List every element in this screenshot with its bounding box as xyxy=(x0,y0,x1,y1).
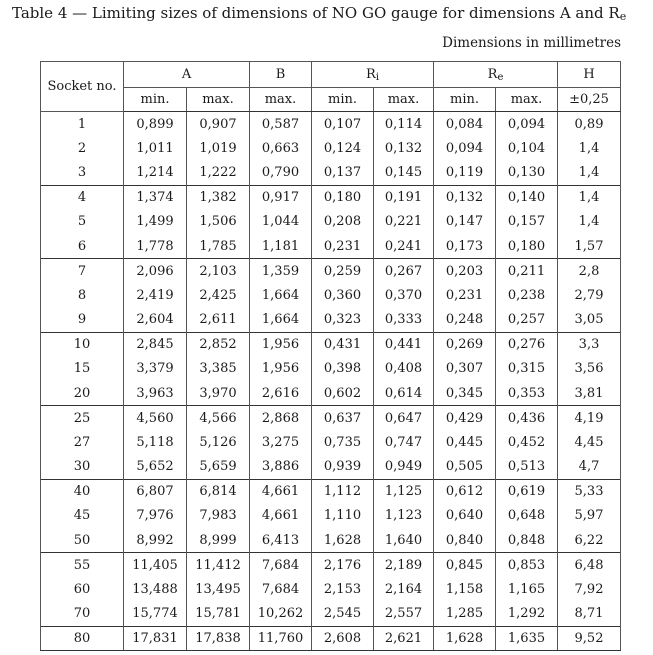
cell-B-max: 0,663 xyxy=(250,136,312,161)
cell-A-min: 2,604 xyxy=(124,308,187,333)
cell-B-max: 1,181 xyxy=(250,234,312,259)
cell-Re-min: 0,231 xyxy=(434,283,496,308)
cell-socket: 50 xyxy=(41,528,124,553)
cell-Re-max: 0,104 xyxy=(496,136,558,161)
cell-Re-min: 0,203 xyxy=(434,259,496,284)
header-Ri-max: max. xyxy=(374,88,434,112)
cell-Ri-max: 2,164 xyxy=(374,577,434,602)
table-row xyxy=(41,161,621,186)
cell-A-max: 4,566 xyxy=(187,406,250,431)
cell-Ri-min: 0,124 xyxy=(312,136,374,161)
cell-A-max: 17,838 xyxy=(187,626,250,651)
cell-Re-min: 0,505 xyxy=(434,455,496,480)
cell-A-max: 1,382 xyxy=(187,185,250,210)
cell-A-min: 13,488 xyxy=(124,577,187,602)
cell-A-min: 5,118 xyxy=(124,430,187,455)
cell-A-max: 1,222 xyxy=(187,161,250,186)
cell-Ri-max: 0,949 xyxy=(374,455,434,480)
cell-A-min: 1,499 xyxy=(124,210,187,235)
cell-A-max: 2,852 xyxy=(187,332,250,357)
cell-B-max: 2,616 xyxy=(250,381,312,406)
cell-Re-max: 0,130 xyxy=(496,161,558,186)
cell-Re-min: 0,612 xyxy=(434,479,496,504)
cell-socket: 5 xyxy=(41,210,124,235)
table-row xyxy=(41,479,621,504)
cell-A-min: 11,405 xyxy=(124,553,187,578)
units-note: Dimensions in millimetres xyxy=(442,35,621,51)
cell-Re-min: 0,840 xyxy=(434,528,496,553)
header-B: B xyxy=(250,62,312,88)
cell-Re-min: 1,285 xyxy=(434,602,496,627)
cell-A-min: 0,899 xyxy=(124,112,187,137)
cell-B-max: 3,275 xyxy=(250,430,312,455)
cell-H: 1,4 xyxy=(558,161,621,186)
cell-A-max: 13,495 xyxy=(187,577,250,602)
cell-Re-min: 0,132 xyxy=(434,185,496,210)
cell-Ri-min: 0,939 xyxy=(312,455,374,480)
cell-Ri-max: 0,408 xyxy=(374,357,434,382)
cell-H: 2,79 xyxy=(558,283,621,308)
cell-socket: 25 xyxy=(41,406,124,431)
cell-Ri-max: 0,191 xyxy=(374,185,434,210)
cell-H: 5,33 xyxy=(558,479,621,504)
header-A: A xyxy=(124,62,250,88)
cell-B-max: 7,684 xyxy=(250,553,312,578)
table-body xyxy=(41,112,621,651)
cell-B-max: 4,661 xyxy=(250,504,312,529)
cell-A-min: 3,379 xyxy=(124,357,187,382)
table-row xyxy=(41,234,621,259)
table-row xyxy=(41,528,621,553)
header-Re: $R_e$ xyxy=(434,62,558,88)
cell-Re-max: 0,436 xyxy=(496,406,558,431)
cell-Re-max: 0,619 xyxy=(496,479,558,504)
header-Ri-min: min. xyxy=(312,88,374,112)
cell-B-max: 0,790 xyxy=(250,161,312,186)
header-H-tol: ±0,25 xyxy=(558,88,621,112)
cell-Re-min: 0,269 xyxy=(434,332,496,357)
cell-A-max: 0,907 xyxy=(187,112,250,137)
cell-socket: 10 xyxy=(41,332,124,357)
table-row xyxy=(41,430,621,455)
cell-B-max: 2,868 xyxy=(250,406,312,431)
cell-A-min: 6,807 xyxy=(124,479,187,504)
cell-A-min: 3,963 xyxy=(124,381,187,406)
cell-H: 6,48 xyxy=(558,553,621,578)
cell-A-min: 1,011 xyxy=(124,136,187,161)
table-row xyxy=(41,553,621,578)
cell-socket: 40 xyxy=(41,479,124,504)
cell-B-max: 11,760 xyxy=(250,626,312,651)
cell-Ri-min: 1,110 xyxy=(312,504,374,529)
cell-H: 4,19 xyxy=(558,406,621,431)
header-Ri: $R_i$ xyxy=(312,62,434,88)
table-row xyxy=(41,332,621,357)
cell-socket: 20 xyxy=(41,381,124,406)
cell-Re-min: 0,084 xyxy=(434,112,496,137)
cell-B-max: 1,359 xyxy=(250,259,312,284)
cell-B-max: 1,664 xyxy=(250,308,312,333)
cell-A-min: 2,845 xyxy=(124,332,187,357)
cell-H: 1,4 xyxy=(558,185,621,210)
cell-socket: 7 xyxy=(41,259,124,284)
cell-Ri-max: 2,621 xyxy=(374,626,434,651)
cell-Ri-max: 2,189 xyxy=(374,553,434,578)
cell-Ri-max: 0,145 xyxy=(374,161,434,186)
table-row xyxy=(41,308,621,333)
cell-Ri-max: 0,647 xyxy=(374,406,434,431)
cell-Re-max: 1,292 xyxy=(496,602,558,627)
cell-H: 5,97 xyxy=(558,504,621,529)
cell-A-max: 5,126 xyxy=(187,430,250,455)
cell-A-min: 8,992 xyxy=(124,528,187,553)
table-row xyxy=(41,357,621,382)
cell-A-min: 15,774 xyxy=(124,602,187,627)
cell-B-max: 7,684 xyxy=(250,577,312,602)
table-row xyxy=(41,455,621,480)
cell-socket: 15 xyxy=(41,357,124,382)
cell-Ri-min: 0,360 xyxy=(312,283,374,308)
table-row xyxy=(41,112,621,137)
cell-A-max: 7,983 xyxy=(187,504,250,529)
cell-Re-min: 1,628 xyxy=(434,626,496,651)
cell-Re-max: 0,211 xyxy=(496,259,558,284)
header-B-max: max. xyxy=(250,88,312,112)
cell-A-min: 5,652 xyxy=(124,455,187,480)
cell-B-max: 4,661 xyxy=(250,479,312,504)
table-row xyxy=(41,626,621,651)
cell-Ri-max: 1,640 xyxy=(374,528,434,553)
cell-socket: 3 xyxy=(41,161,124,186)
cell-Ri-min: 0,735 xyxy=(312,430,374,455)
cell-Ri-min: 0,208 xyxy=(312,210,374,235)
cell-socket: 8 xyxy=(41,283,124,308)
cell-Ri-min: 0,137 xyxy=(312,161,374,186)
cell-H: 4,45 xyxy=(558,430,621,455)
cell-Ri-min: 0,323 xyxy=(312,308,374,333)
cell-A-min: 2,096 xyxy=(124,259,187,284)
cell-Ri-max: 0,114 xyxy=(374,112,434,137)
cell-Re-min: 0,147 xyxy=(434,210,496,235)
cell-Re-min: 1,158 xyxy=(434,577,496,602)
cell-H: 0,89 xyxy=(558,112,621,137)
table-row xyxy=(41,210,621,235)
cell-A-max: 3,385 xyxy=(187,357,250,382)
cell-socket: 30 xyxy=(41,455,124,480)
table-row xyxy=(41,259,621,284)
cell-Re-min: 0,845 xyxy=(434,553,496,578)
table-row xyxy=(41,381,621,406)
cell-H: 4,7 xyxy=(558,455,621,480)
table-row xyxy=(41,602,621,627)
cell-Ri-min: 0,602 xyxy=(312,381,374,406)
cell-Ri-min: 0,398 xyxy=(312,357,374,382)
cell-Ri-max: 0,333 xyxy=(374,308,434,333)
cell-H: 6,22 xyxy=(558,528,621,553)
cell-socket: 9 xyxy=(41,308,124,333)
cell-Ri-min: 1,112 xyxy=(312,479,374,504)
cell-A-max: 1,506 xyxy=(187,210,250,235)
cell-A-min: 2,419 xyxy=(124,283,187,308)
cell-socket: 4 xyxy=(41,185,124,210)
cell-Ri-min: 0,231 xyxy=(312,234,374,259)
cell-Re-max: 0,513 xyxy=(496,455,558,480)
cell-socket: 70 xyxy=(41,602,124,627)
header-A-max: max. xyxy=(187,88,250,112)
cell-Ri-max: 2,557 xyxy=(374,602,434,627)
cell-A-min: 1,214 xyxy=(124,161,187,186)
cell-Re-max: 0,452 xyxy=(496,430,558,455)
cell-B-max: 1,044 xyxy=(250,210,312,235)
cell-H: 7,92 xyxy=(558,577,621,602)
cell-A-min: 17,831 xyxy=(124,626,187,651)
table-row xyxy=(41,185,621,210)
cell-Re-min: 0,640 xyxy=(434,504,496,529)
cell-B-max: 6,413 xyxy=(250,528,312,553)
cell-A-max: 8,999 xyxy=(187,528,250,553)
cell-A-max: 6,814 xyxy=(187,479,250,504)
cell-Ri-max: 0,441 xyxy=(374,332,434,357)
cell-Ri-min: 0,431 xyxy=(312,332,374,357)
cell-H: 3,05 xyxy=(558,308,621,333)
cell-Ri-max: 0,614 xyxy=(374,381,434,406)
gauge-table xyxy=(40,61,621,651)
cell-Re-max: 0,140 xyxy=(496,185,558,210)
cell-H: 1,57 xyxy=(558,234,621,259)
cell-Re-min: 0,307 xyxy=(434,357,496,382)
table-row xyxy=(41,136,621,161)
cell-A-max: 15,781 xyxy=(187,602,250,627)
cell-H: 2,8 xyxy=(558,259,621,284)
cell-Re-max: 0,353 xyxy=(496,381,558,406)
cell-Re-max: 0,094 xyxy=(496,112,558,137)
cell-Re-max: 1,635 xyxy=(496,626,558,651)
cell-B-max: 0,587 xyxy=(250,112,312,137)
table-row xyxy=(41,504,621,529)
cell-H: 3,81 xyxy=(558,381,621,406)
cell-A-max: 2,611 xyxy=(187,308,250,333)
cell-H: 3,3 xyxy=(558,332,621,357)
cell-Re-min: 0,173 xyxy=(434,234,496,259)
cell-A-max: 2,103 xyxy=(187,259,250,284)
cell-Re-max: 0,257 xyxy=(496,308,558,333)
cell-A-max: 5,659 xyxy=(187,455,250,480)
cell-Ri-max: 0,132 xyxy=(374,136,434,161)
cell-Re-max: 0,276 xyxy=(496,332,558,357)
cell-Re-max: 0,157 xyxy=(496,210,558,235)
cell-A-min: 4,560 xyxy=(124,406,187,431)
cell-socket: 55 xyxy=(41,553,124,578)
cell-Ri-max: 1,123 xyxy=(374,504,434,529)
table-row xyxy=(41,406,621,431)
cell-socket: 1 xyxy=(41,112,124,137)
cell-socket: 80 xyxy=(41,626,124,651)
cell-Ri-max: 0,221 xyxy=(374,210,434,235)
cell-B-max: 3,886 xyxy=(250,455,312,480)
cell-Re-max: 0,853 xyxy=(496,553,558,578)
cell-H: 3,56 xyxy=(558,357,621,382)
header-socket: Socket no. xyxy=(41,62,124,112)
cell-Ri-max: 0,267 xyxy=(374,259,434,284)
header-Re-min: min. xyxy=(434,88,496,112)
cell-A-max: 1,019 xyxy=(187,136,250,161)
cell-H: 1,4 xyxy=(558,136,621,161)
cell-H: 9,52 xyxy=(558,626,621,651)
cell-A-max: 1,785 xyxy=(187,234,250,259)
table-row xyxy=(41,283,621,308)
cell-Ri-min: 0,107 xyxy=(312,112,374,137)
cell-Re-min: 0,119 xyxy=(434,161,496,186)
cell-Re-max: 0,180 xyxy=(496,234,558,259)
header-Re-max: max. xyxy=(496,88,558,112)
cell-Ri-min: 2,545 xyxy=(312,602,374,627)
cell-B-max: 1,956 xyxy=(250,357,312,382)
cell-A-max: 2,425 xyxy=(187,283,250,308)
cell-Re-min: 0,248 xyxy=(434,308,496,333)
cell-socket: 45 xyxy=(41,504,124,529)
cell-Ri-min: 2,608 xyxy=(312,626,374,651)
cell-H: 1,4 xyxy=(558,210,621,235)
cell-Re-min: 0,445 xyxy=(434,430,496,455)
cell-socket: 60 xyxy=(41,577,124,602)
header-A-min: min. xyxy=(124,88,187,112)
cell-Ri-max: 0,241 xyxy=(374,234,434,259)
cell-Ri-max: 0,370 xyxy=(374,283,434,308)
cell-A-min: 7,976 xyxy=(124,504,187,529)
cell-B-max: 1,664 xyxy=(250,283,312,308)
cell-Ri-min: 2,176 xyxy=(312,553,374,578)
cell-Re-max: 0,238 xyxy=(496,283,558,308)
cell-Re-min: 0,429 xyxy=(434,406,496,431)
cell-Ri-max: 0,747 xyxy=(374,430,434,455)
cell-Ri-min: 2,153 xyxy=(312,577,374,602)
cell-H: 8,71 xyxy=(558,602,621,627)
header-H: H xyxy=(558,62,621,88)
cell-A-max: 11,412 xyxy=(187,553,250,578)
cell-Ri-min: 0,637 xyxy=(312,406,374,431)
cell-Ri-min: 0,259 xyxy=(312,259,374,284)
cell-A-min: 1,778 xyxy=(124,234,187,259)
cell-socket: 2 xyxy=(41,136,124,161)
cell-B-max: 0,917 xyxy=(250,185,312,210)
cell-B-max: 10,262 xyxy=(250,602,312,627)
cell-Re-min: 0,094 xyxy=(434,136,496,161)
cell-Re-max: 1,165 xyxy=(496,577,558,602)
table-title: Table 4 — Limiting sizes of dimensions of NO GO gauge for dimensions A and $R_e$ xyxy=(12,4,627,23)
table-row xyxy=(41,577,621,602)
cell-socket: 27 xyxy=(41,430,124,455)
cell-Ri-min: 1,628 xyxy=(312,528,374,553)
cell-Re-min: 0,345 xyxy=(434,381,496,406)
cell-Re-max: 0,848 xyxy=(496,528,558,553)
cell-Re-max: 0,315 xyxy=(496,357,558,382)
cell-Ri-min: 0,180 xyxy=(312,185,374,210)
cell-Re-max: 0,648 xyxy=(496,504,558,529)
cell-socket: 6 xyxy=(41,234,124,259)
cell-A-min: 1,374 xyxy=(124,185,187,210)
cell-A-max: 3,970 xyxy=(187,381,250,406)
cell-B-max: 1,956 xyxy=(250,332,312,357)
cell-Ri-max: 1,125 xyxy=(374,479,434,504)
